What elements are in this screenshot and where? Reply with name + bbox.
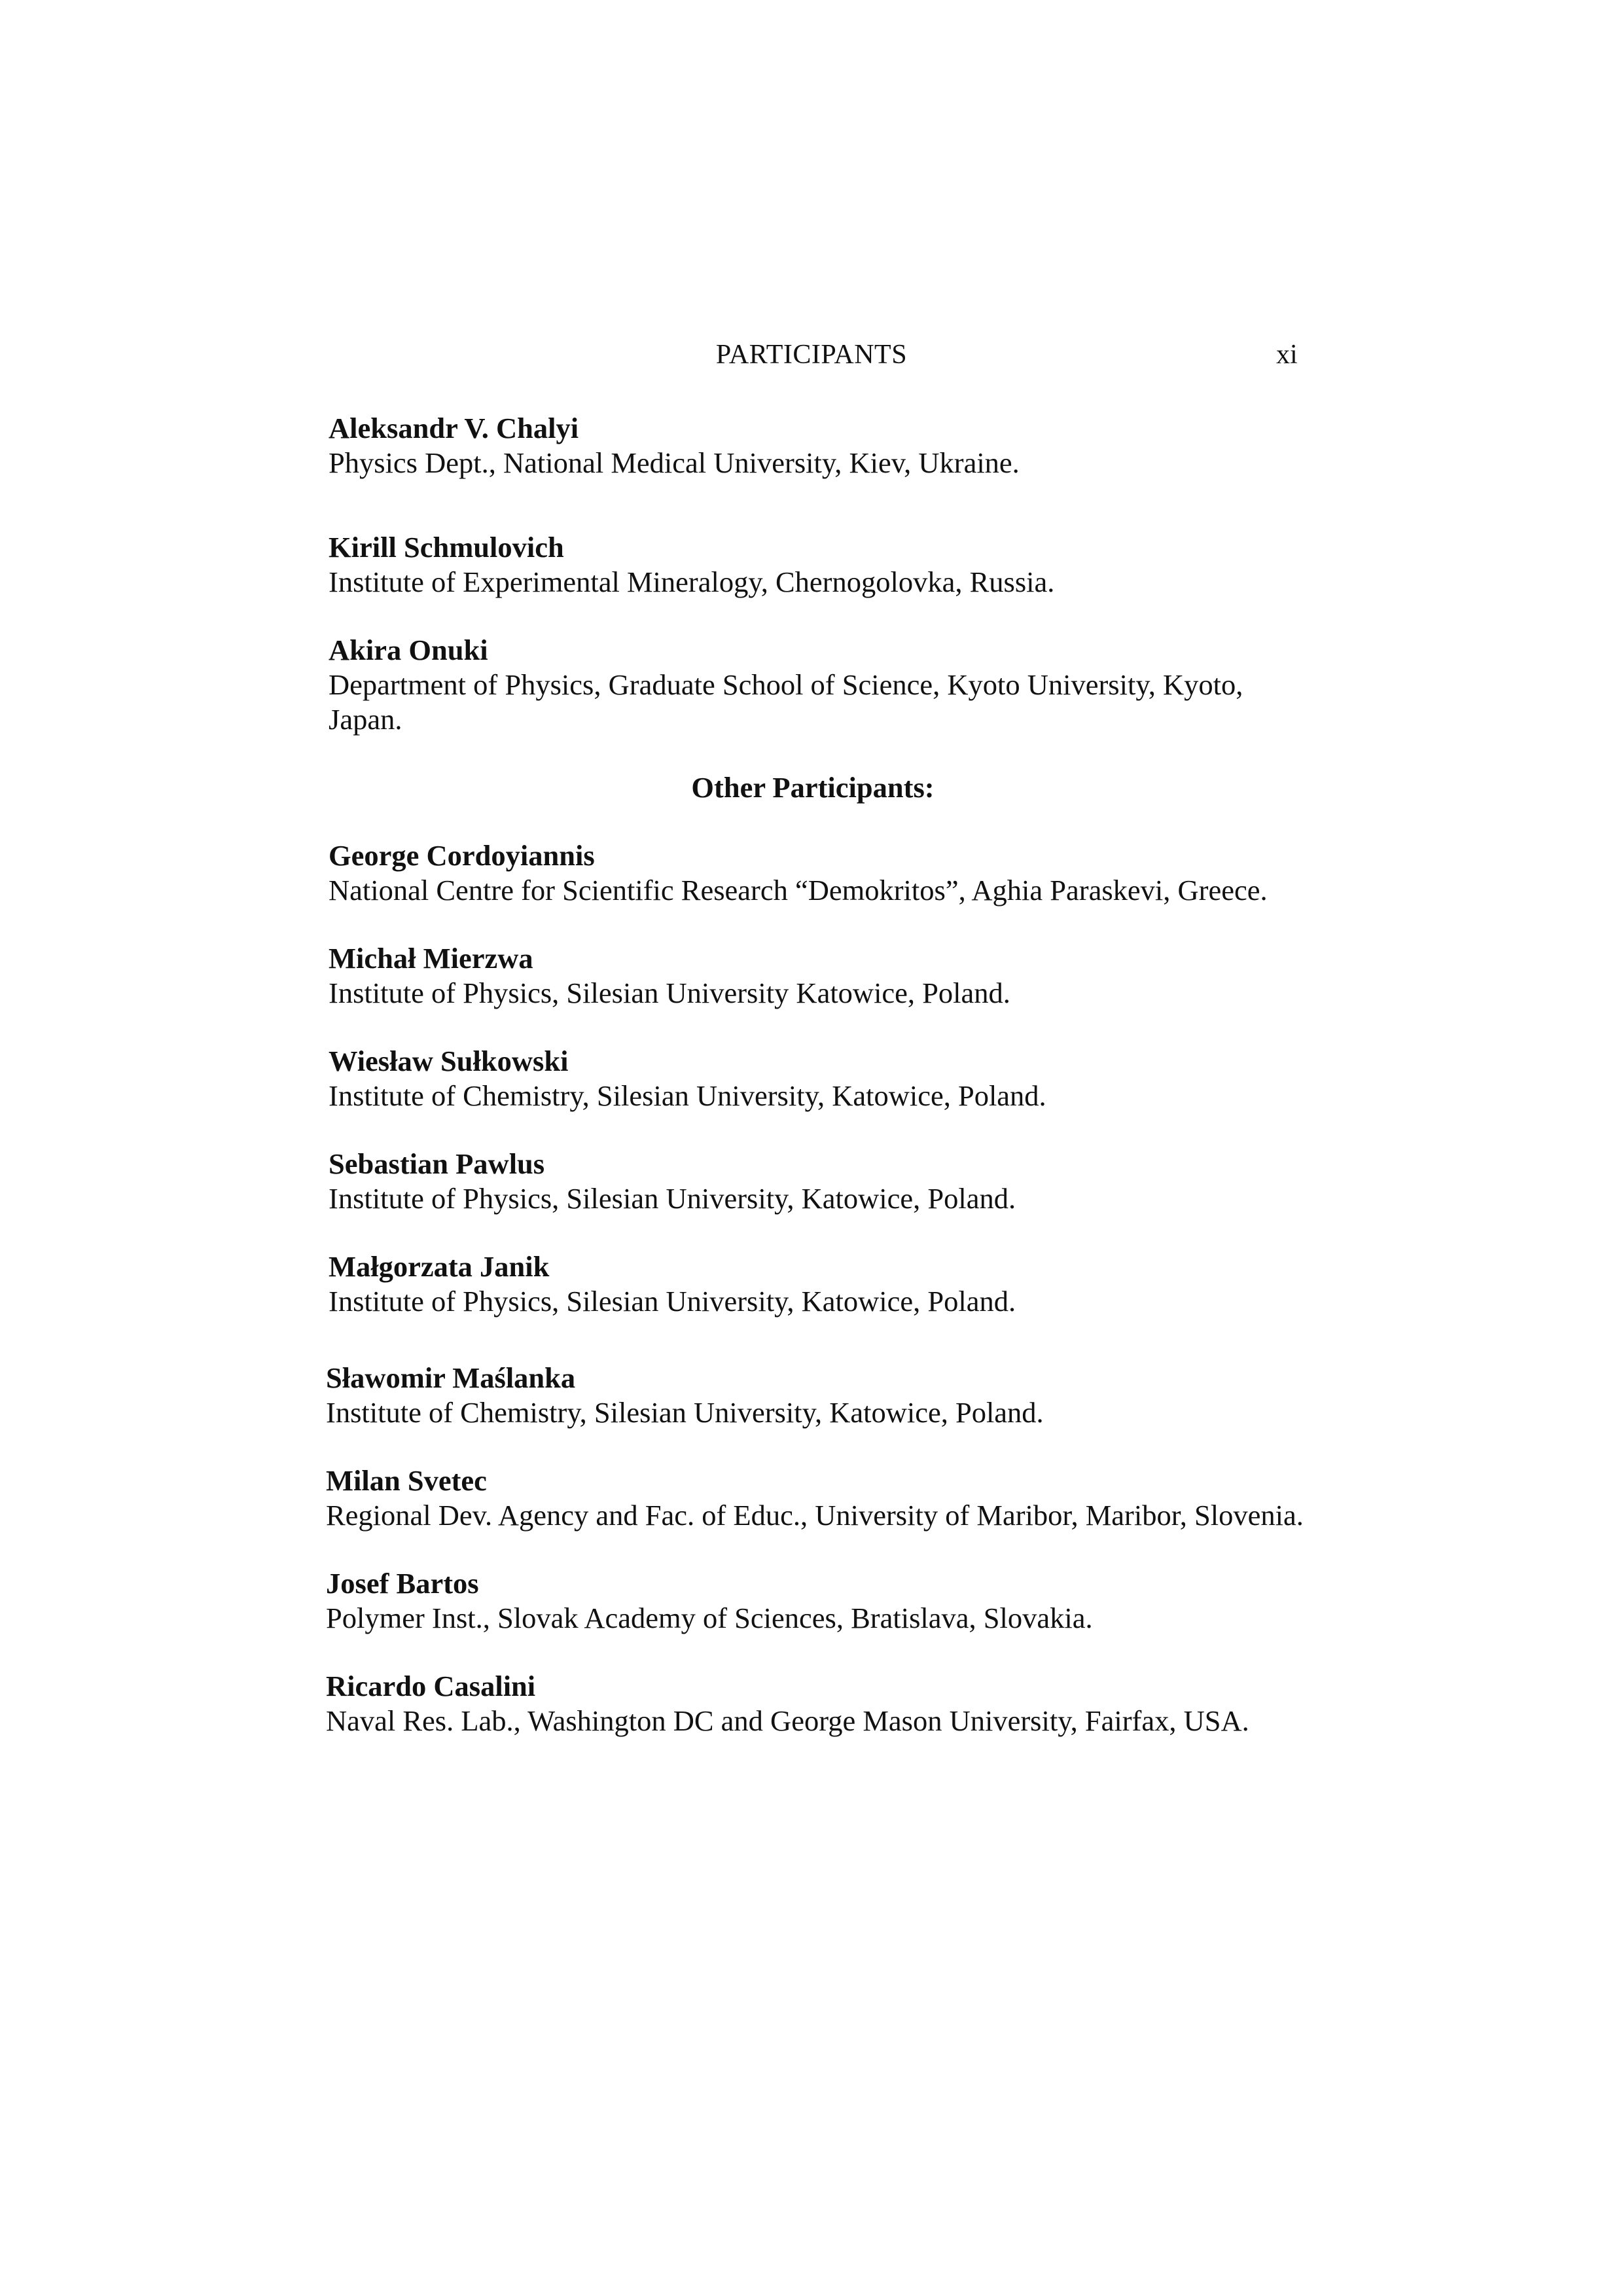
participant-entry [329, 1249, 1323, 1319]
participant-entry [329, 530, 1323, 600]
participant-name: Aleksandr V. Chalyi [329, 412, 579, 444]
participant-name: Akira Onuki [329, 634, 488, 666]
participant-affiliation: Regional Dev. Agency and Fac. of Educ., University of Maribor, Maribor, Slovenia. [326, 1499, 1304, 1532]
participants-list [326, 411, 1323, 1738]
participant-entry [329, 838, 1323, 908]
participant-name: Sławomir Maślanka [326, 1361, 576, 1394]
participant-name: Małgorzata Janik [329, 1250, 550, 1283]
participant-affiliation: National Centre for Scientific Research “Demokritos”, Aghia Paraskevi, Greece. [329, 874, 1268, 906]
participant-name: Sebastian Pawlus [329, 1147, 545, 1180]
other-participants-heading: Other Participants: [691, 771, 935, 804]
participant-name: Josef Bartos [326, 1567, 479, 1600]
participant-affiliation: Institute of Physics, Silesian University, Katowice, Poland. [329, 1285, 1016, 1318]
participant-name: Michał Mierzwa [329, 942, 533, 975]
participant-affiliation: Naval Res. Lab., Washington DC and George Mason University, Fairfax, USA. [326, 1704, 1249, 1737]
participant-entry [329, 941, 1323, 1011]
participant-entry [329, 1147, 1323, 1216]
participant-name: Milan Svetec [326, 1464, 487, 1497]
participant-affiliation: Institute of Experimental Mineralogy, Chernogolovka, Russia. [329, 565, 1055, 598]
participant-entry [329, 411, 1323, 480]
participant-affiliation: Institute of Chemistry, Silesian University, Katowice, Poland. [329, 1079, 1046, 1112]
participant-entry [329, 1044, 1323, 1113]
participant-name: Kirill Schmulovich [329, 531, 564, 564]
participant-affiliation: Physics Dept., National Medical University, Kiev, Ukraine. [329, 446, 1020, 479]
participant-entry [326, 1669, 1323, 1738]
participant-name: George Cordoyiannis [329, 839, 595, 872]
participant-name: Wiesław Sułkowski [329, 1045, 569, 1077]
participant-entry [329, 633, 1323, 737]
participant-affiliation: Institute of Chemistry, Silesian University, Katowice, Poland. [326, 1396, 1044, 1429]
participant-affiliation: Polymer Inst., Slovak Academy of Sciences, Bratislava, Slovakia. [326, 1602, 1093, 1634]
running-head [0, 336, 1623, 373]
participant-entry [326, 1463, 1323, 1533]
participant-affiliation: Department of Physics, Graduate School of Science, Kyoto University, Kyoto, Japan. [329, 668, 1243, 736]
participant-entry [326, 1566, 1323, 1636]
participant-affiliation: Institute of Physics, Silesian University, Katowice, Poland. [329, 1182, 1016, 1215]
participant-name: Ricardo Casalini [326, 1670, 536, 1702]
participant-entry [326, 1361, 1323, 1430]
running-head-title: PARTICIPANTS [715, 340, 908, 370]
page-number: xi [1276, 340, 1298, 370]
participant-affiliation: Institute of Physics, Silesian University Katowice, Poland. [329, 977, 1010, 1009]
